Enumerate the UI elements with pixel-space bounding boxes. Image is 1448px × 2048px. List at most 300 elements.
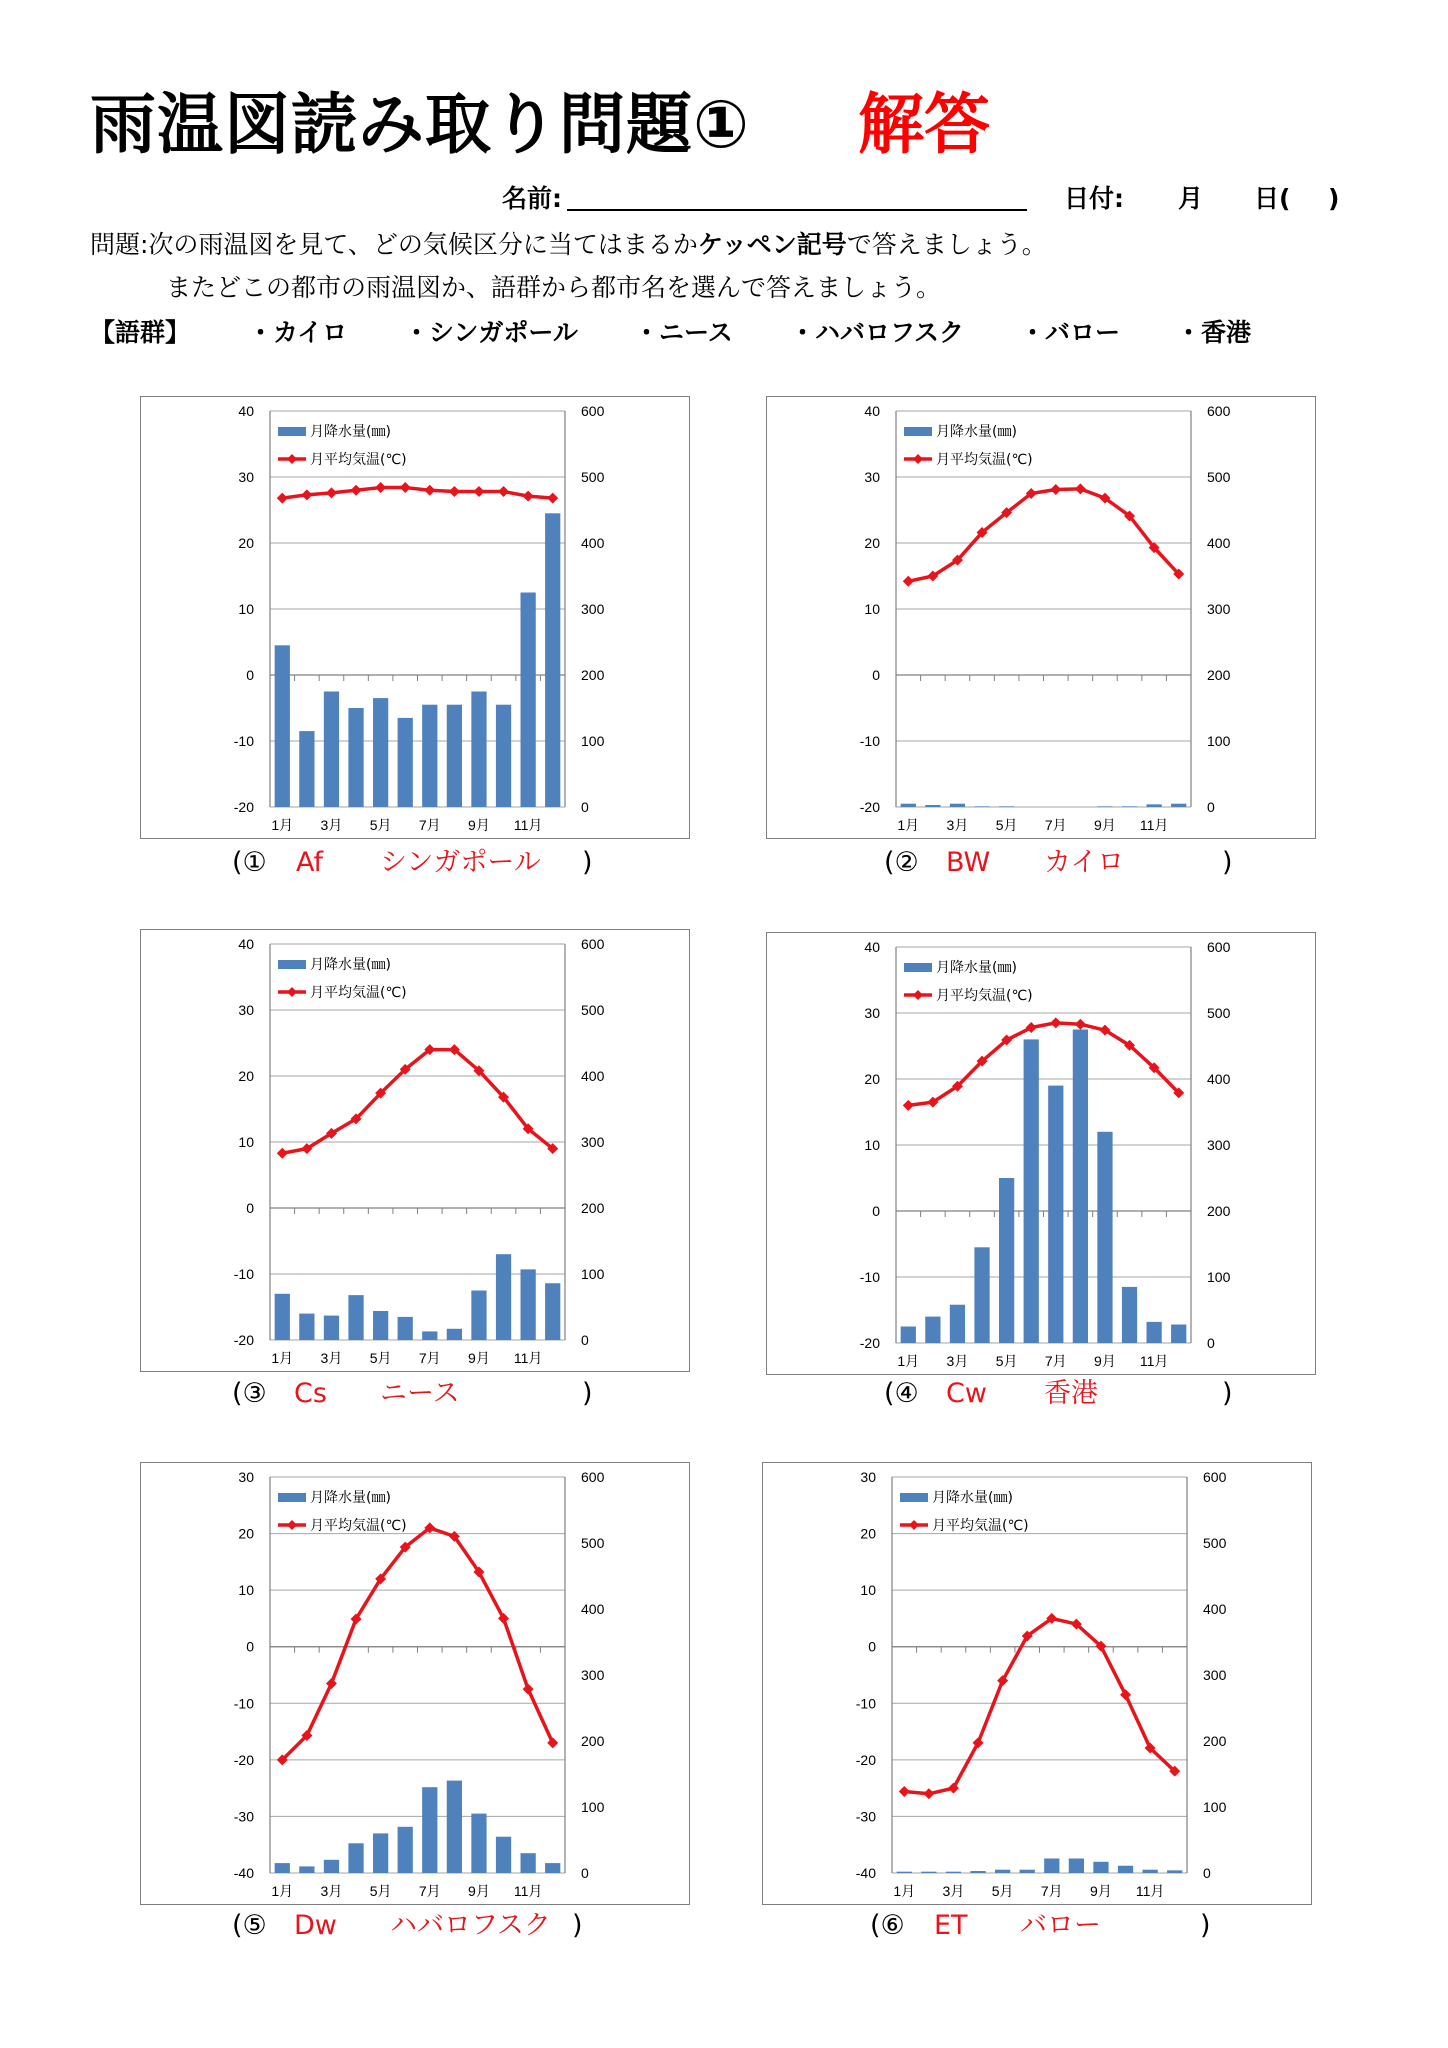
name-label: 名前:: [502, 184, 562, 213]
temp-point: [326, 1678, 337, 1689]
legend-precip-label: 月降水量(㎜): [310, 1490, 391, 1506]
legend-temp-label: 月平均気温(℃): [932, 1518, 1029, 1534]
x-tick-label: 1月: [271, 817, 294, 833]
temp-point: [523, 491, 534, 502]
date-label: 日付:: [1064, 184, 1124, 213]
precip-tick-label: 200: [1207, 1203, 1231, 1219]
precip-bar: [925, 1317, 940, 1343]
precip-tick-label: 500: [581, 1002, 605, 1018]
precip-bar: [925, 805, 940, 807]
temp-tick-label: 10: [238, 601, 254, 617]
answer-number: (④: [884, 1378, 919, 1409]
precip-bar: [398, 718, 413, 807]
legend-precip-label: 月降水量(㎜): [310, 957, 391, 973]
x-tick-label: 3月: [946, 1353, 969, 1369]
precip-tick-label: 100: [581, 733, 605, 749]
x-tick-label: 3月: [320, 1883, 343, 1899]
precip-tick-label: 600: [1207, 939, 1231, 955]
precip-tick-label: 400: [581, 1068, 605, 1084]
answer-label: 解答: [858, 86, 990, 163]
precip-bar: [373, 698, 388, 807]
answer-koppen-code: ET: [934, 1910, 968, 1941]
answer-number: (②: [884, 847, 919, 878]
precip-bar: [999, 806, 1014, 807]
temp-tick-label: 30: [864, 1005, 880, 1021]
temp-tick-label: 30: [238, 469, 254, 485]
x-tick-label: 9月: [468, 817, 490, 833]
precip-bar: [545, 1863, 560, 1873]
precip-tick-label: 0: [581, 799, 589, 815]
precip-bar: [299, 731, 314, 807]
temp-tick-label: 20: [238, 1525, 254, 1542]
legend-precip-swatch: [900, 1493, 928, 1502]
precip-bar: [897, 1872, 912, 1873]
precip-tick-label: 300: [581, 1134, 605, 1150]
precip-bar: [1167, 1870, 1182, 1873]
precip-bar: [999, 1178, 1014, 1343]
precip-tick-label: 600: [581, 403, 605, 419]
word-bank-item-khabarovsk: ・ハバロフスク: [790, 318, 965, 347]
precip-bar: [521, 593, 536, 808]
x-tick-label: 11月: [513, 1883, 543, 1899]
precip-bar: [921, 1872, 936, 1873]
precip-tick-label: 500: [1203, 1535, 1227, 1551]
legend-temp-marker: [287, 987, 297, 997]
legend-temp-label: 月平均気温(℃): [936, 452, 1033, 468]
legend-precip-swatch: [278, 960, 306, 969]
precip-tick-label: 200: [1207, 667, 1231, 683]
temp-tick-label: -20: [855, 1751, 876, 1768]
precip-bar: [1024, 1039, 1039, 1343]
legend-precip-label: 月降水量(㎜): [310, 424, 391, 440]
precip-tick-label: 600: [1203, 1469, 1227, 1485]
temp-tick-label: -30: [855, 1808, 876, 1825]
precip-tick-label: 0: [1207, 799, 1215, 815]
temp-tick-label: 30: [864, 469, 880, 485]
temp-point: [1050, 484, 1061, 495]
precip-bar: [496, 1254, 511, 1340]
x-tick-label: 9月: [1094, 817, 1116, 833]
precip-bar: [324, 1316, 339, 1340]
question-line-1: [90, 232, 1047, 257]
precip-tick-label: 500: [581, 1535, 605, 1551]
chart-svg: [767, 933, 1317, 1376]
answer-close-paren: ): [1200, 1910, 1211, 1941]
precip-tick-label: 100: [1207, 733, 1231, 749]
precip-bar: [324, 692, 339, 808]
precip-bar: [545, 1283, 560, 1340]
precip-tick-label: 100: [581, 1266, 605, 1282]
temp-tick-label: -40: [855, 1865, 876, 1881]
answer-koppen-code: Cs: [294, 1378, 327, 1409]
temp-tick-label: -10: [859, 1269, 880, 1285]
x-tick-label: 1月: [897, 1353, 920, 1369]
chart-svg: [141, 397, 691, 840]
answer-koppen-code: Cw: [946, 1378, 987, 1409]
temp-point: [326, 487, 337, 498]
temp-line: [282, 1528, 552, 1760]
question-line-2: またどこの都市の雨温図か、語群から都市名を選んで答えましょう。: [166, 273, 942, 302]
precip-tick-label: 600: [581, 1469, 605, 1485]
precip-bar: [299, 1866, 314, 1873]
precip-bar: [275, 1863, 290, 1873]
climate-chart-3: [140, 929, 690, 1372]
word-bank-item-cairo: ・カイロ: [248, 318, 348, 347]
temp-tick-label: -20: [233, 799, 254, 815]
precip-bar: [1118, 1866, 1133, 1873]
legend-temp-label: 月平均気温(℃): [310, 985, 407, 1001]
temp-point: [301, 489, 312, 500]
precip-bar: [1020, 1870, 1035, 1873]
legend-temp-marker: [287, 1520, 297, 1530]
temp-tick-label: 20: [238, 1068, 254, 1084]
temp-tick-label: 40: [238, 936, 254, 952]
legend-temp-label: 月平均気温(℃): [310, 1518, 407, 1534]
x-tick-label: 7月: [1040, 1883, 1063, 1899]
temp-tick-label: -20: [233, 1332, 254, 1348]
answer-number: (①: [232, 847, 267, 878]
precip-tick-label: 100: [1207, 1269, 1231, 1285]
precip-tick-label: 200: [581, 1200, 605, 1216]
legend-temp-marker: [913, 454, 923, 464]
precip-bar: [398, 1827, 413, 1873]
temp-point: [498, 486, 509, 497]
precip-tick-label: 500: [581, 469, 605, 485]
x-tick-label: 11月: [1135, 1883, 1165, 1899]
answer-number: (⑥: [870, 1910, 905, 1941]
chart-svg: [141, 930, 691, 1373]
temp-tick-label: 0: [246, 1200, 254, 1216]
precip-bar: [299, 1314, 314, 1340]
precip-bar: [496, 1837, 511, 1873]
temp-point: [1075, 1019, 1086, 1030]
temp-tick-label: -10: [233, 1695, 254, 1712]
temp-tick-label: -10: [233, 1266, 254, 1282]
x-tick-label: 9月: [468, 1883, 490, 1899]
precip-tick-label: 300: [581, 601, 605, 617]
temp-tick-label: 0: [872, 667, 880, 683]
x-tick-label: 5月: [995, 817, 1018, 833]
temp-tick-label: 20: [238, 535, 254, 551]
precip-bar: [1069, 1858, 1084, 1873]
precip-bar: [974, 1247, 989, 1343]
precip-tick-label: 200: [1203, 1733, 1227, 1749]
precip-bar: [1122, 806, 1137, 807]
precip-bar: [970, 1871, 985, 1873]
answer-close-paren: ): [582, 847, 593, 878]
x-tick-label: 3月: [320, 817, 343, 833]
temp-tick-label: 30: [238, 1002, 254, 1018]
question-keyword: ケッペン記号: [697, 230, 847, 259]
precip-bar: [447, 1781, 462, 1873]
x-tick-label: 5月: [369, 1883, 392, 1899]
precip-tick-label: 200: [581, 1733, 605, 1749]
precip-bar: [373, 1311, 388, 1340]
x-tick-label: 11月: [513, 1350, 543, 1366]
precip-bar: [471, 692, 486, 808]
x-tick-label: 11月: [1139, 817, 1169, 833]
answer-city: ニース: [380, 1378, 460, 1409]
temp-tick-label: 40: [238, 403, 254, 419]
temp-tick-label: 40: [864, 939, 880, 955]
temp-tick-label: 10: [238, 1582, 254, 1599]
climate-chart-4: [766, 932, 1316, 1375]
precip-bar: [1143, 1870, 1158, 1873]
answer-city: カイロ: [1044, 847, 1125, 878]
answer-close-paren: ): [1222, 1378, 1233, 1409]
answer-number: (⑤: [232, 1910, 267, 1941]
legend-precip-label: 月降水量(㎜): [936, 960, 1017, 976]
temp-point: [523, 1684, 534, 1695]
chart-svg: [141, 1463, 691, 1906]
temp-tick-label: 0: [868, 1638, 876, 1655]
climate-chart-1: [140, 396, 690, 839]
word-bank-item-nice: ・ニース: [634, 318, 733, 347]
legend-precip-label: 月降水量(㎜): [936, 424, 1017, 440]
temp-tick-label: 0: [246, 667, 254, 683]
temp-line: [282, 488, 552, 499]
temp-point: [547, 1737, 558, 1748]
answer-number: (③: [232, 1378, 267, 1409]
x-tick-label: 5月: [369, 1350, 392, 1366]
x-tick-label: 1月: [897, 817, 920, 833]
x-tick-label: 1月: [271, 1350, 294, 1366]
temp-point: [351, 485, 362, 496]
precip-bar: [1122, 1287, 1137, 1343]
x-tick-label: 5月: [991, 1883, 1014, 1899]
temp-tick-label: 40: [864, 403, 880, 419]
temp-tick-label: -30: [233, 1808, 254, 1825]
temp-line: [282, 1050, 552, 1154]
chart-svg: [763, 1463, 1313, 1906]
question-line-1-post: で答えましょう。: [846, 230, 1047, 259]
worksheet-title: 雨温図読み取り問題①: [90, 86, 750, 163]
temp-tick-label: 20: [864, 1071, 880, 1087]
answer-city: ハバロフスク: [390, 1910, 551, 1941]
climate-chart-5: [140, 1462, 690, 1905]
temp-point: [899, 1786, 910, 1797]
precip-tick-label: 400: [1207, 535, 1231, 551]
precip-bar: [373, 1833, 388, 1873]
answer-city: 香港: [1044, 1378, 1098, 1409]
x-tick-label: 1月: [893, 1883, 916, 1899]
precip-bar: [995, 1870, 1010, 1873]
legend-temp-marker: [909, 1520, 919, 1530]
precip-bar: [1044, 1858, 1059, 1873]
precip-tick-label: 0: [1207, 1335, 1215, 1351]
precip-tick-label: 400: [581, 1601, 605, 1617]
answer-close-paren: ): [582, 1378, 593, 1409]
precip-bar: [1093, 1862, 1108, 1873]
precip-bar: [950, 1305, 965, 1343]
precip-bar: [974, 806, 989, 807]
precip-bar: [275, 645, 290, 807]
precip-tick-label: 300: [1207, 1137, 1231, 1153]
precip-bar: [1048, 1086, 1063, 1343]
temp-point: [375, 482, 386, 493]
temp-point: [1050, 1017, 1061, 1028]
x-tick-label: 7月: [418, 817, 441, 833]
precip-tick-label: 0: [1203, 1865, 1211, 1881]
x-tick-label: 1月: [271, 1883, 294, 1899]
precip-tick-label: 600: [1207, 403, 1231, 419]
temp-point: [424, 485, 435, 496]
x-tick-label: 3月: [946, 817, 969, 833]
answer-koppen-code: Dw: [294, 1910, 337, 1941]
temp-line: [904, 1618, 1174, 1793]
precip-bar: [1097, 806, 1112, 807]
temp-point: [903, 576, 914, 587]
precip-tick-label: 400: [1207, 1071, 1231, 1087]
temp-point: [277, 493, 288, 504]
x-tick-label: 5月: [369, 817, 392, 833]
precip-tick-label: 300: [1207, 601, 1231, 617]
x-tick-label: 3月: [942, 1883, 965, 1899]
legend-temp-label: 月平均気温(℃): [310, 452, 407, 468]
precip-bar: [545, 513, 560, 807]
temp-line: [908, 1023, 1178, 1106]
precip-tick-label: 200: [581, 667, 605, 683]
precip-bar: [275, 1294, 290, 1340]
legend-precip-swatch: [278, 1493, 306, 1502]
precip-bar: [1171, 804, 1186, 807]
precip-bar: [447, 705, 462, 807]
temp-tick-label: 20: [860, 1525, 876, 1542]
temp-point: [277, 1148, 288, 1159]
temp-tick-label: 30: [860, 1469, 876, 1485]
chart-svg: [767, 397, 1317, 840]
precip-bar: [901, 1327, 916, 1344]
precip-bar: [950, 804, 965, 807]
legend-temp-marker: [287, 454, 297, 464]
x-tick-label: 9月: [1094, 1353, 1116, 1369]
temp-tick-label: 30: [238, 1469, 254, 1485]
precip-tick-label: 500: [1207, 469, 1231, 485]
precip-bar: [348, 1843, 363, 1873]
precip-tick-label: 100: [1203, 1799, 1227, 1815]
temp-tick-label: 0: [872, 1203, 880, 1219]
temp-tick-label: -10: [233, 733, 254, 749]
precip-bar: [901, 804, 916, 807]
answer-close-paren: ): [572, 1910, 583, 1941]
temp-tick-label: 10: [860, 1582, 876, 1599]
precip-tick-label: 500: [1207, 1005, 1231, 1021]
temp-point: [473, 486, 484, 497]
x-tick-label: 7月: [418, 1350, 441, 1366]
legend-temp-label: 月平均気温(℃): [936, 988, 1033, 1004]
day-label: 日(: [1254, 184, 1291, 213]
precip-bar: [521, 1853, 536, 1873]
x-tick-label: 11月: [513, 817, 543, 833]
precip-bar: [422, 1331, 437, 1340]
legend-precip-swatch: [278, 427, 306, 436]
temp-point: [449, 486, 460, 497]
temp-tick-label: 20: [864, 535, 880, 551]
precip-bar: [471, 1814, 486, 1873]
temp-point: [1075, 483, 1086, 494]
precip-tick-label: 0: [581, 1865, 589, 1881]
x-tick-label: 7月: [1044, 1353, 1067, 1369]
temp-tick-label: -20: [859, 1335, 880, 1351]
legend-precip-swatch: [904, 963, 932, 972]
answer-city: バロー: [1020, 1910, 1101, 1941]
legend-precip-label: 月降水量(㎜): [932, 1490, 1013, 1506]
precip-tick-label: 400: [1203, 1601, 1227, 1617]
precip-bar: [348, 708, 363, 807]
answer-koppen-code: Af: [296, 847, 324, 878]
precip-tick-label: 400: [581, 535, 605, 551]
word-bank-item-hongkong: ・香港: [1176, 318, 1252, 347]
precip-bar: [1147, 804, 1162, 807]
temp-tick-label: 10: [238, 1134, 254, 1150]
precip-tick-label: 0: [581, 1332, 589, 1348]
temp-tick-label: -40: [233, 1865, 254, 1881]
precip-bar: [1073, 1030, 1088, 1344]
x-tick-label: 7月: [418, 1883, 441, 1899]
precip-bar: [946, 1872, 961, 1873]
temp-tick-label: -20: [233, 1751, 254, 1768]
temp-tick-label: -10: [859, 733, 880, 749]
x-tick-label: 5月: [995, 1353, 1018, 1369]
precip-tick-label: 600: [581, 936, 605, 952]
legend-temp-marker: [913, 990, 923, 1000]
temp-tick-label: 10: [864, 1137, 880, 1153]
answer-koppen-code: BW: [946, 847, 991, 878]
x-tick-label: 3月: [320, 1350, 343, 1366]
precip-tick-label: 100: [581, 1799, 605, 1815]
temp-line: [908, 489, 1178, 581]
precip-bar: [447, 1329, 462, 1340]
x-tick-label: 9月: [468, 1350, 490, 1366]
precip-bar: [1147, 1322, 1162, 1343]
precip-bar: [1171, 1325, 1186, 1343]
temp-point: [547, 493, 558, 504]
temp-tick-label: 10: [864, 601, 880, 617]
precip-bar: [1097, 1132, 1112, 1343]
answer-close-paren: ): [1222, 847, 1233, 878]
word-bank-item-singapore: ・シンガポール: [404, 318, 578, 347]
precip-bar: [348, 1295, 363, 1340]
climate-chart-6: [762, 1462, 1312, 1905]
precip-tick-label: 300: [1203, 1667, 1227, 1683]
word-bank-item-barrow: ・バロー: [1020, 318, 1121, 347]
temp-tick-label: -20: [859, 799, 880, 815]
temp-tick-label: -10: [855, 1695, 876, 1712]
precip-bar: [521, 1269, 536, 1340]
precip-bar: [471, 1291, 486, 1341]
precip-bar: [398, 1317, 413, 1340]
precip-bar: [422, 1787, 437, 1873]
question-line-1-pre: 問題:次の雨温図を見て、どの気候区分に当てはまるか: [90, 230, 698, 259]
x-tick-label: 9月: [1090, 1883, 1112, 1899]
temp-tick-label: 0: [246, 1638, 254, 1655]
temp-point: [903, 1100, 914, 1111]
legend-precip-swatch: [904, 427, 932, 436]
answer-city: シンガポール: [380, 847, 541, 878]
word-bank-label: 【語群】: [90, 318, 191, 347]
x-tick-label: 11月: [1139, 1353, 1169, 1369]
date-close-paren: ): [1328, 184, 1340, 213]
precip-tick-label: 300: [581, 1667, 605, 1683]
x-tick-label: 7月: [1044, 817, 1067, 833]
name-blank-line: [567, 209, 1027, 211]
precip-bar: [422, 705, 437, 807]
temp-point: [923, 1788, 934, 1799]
temp-point: [400, 482, 411, 493]
month-label: 月: [1178, 184, 1204, 213]
precip-bar: [496, 705, 511, 807]
precip-bar: [324, 1860, 339, 1873]
